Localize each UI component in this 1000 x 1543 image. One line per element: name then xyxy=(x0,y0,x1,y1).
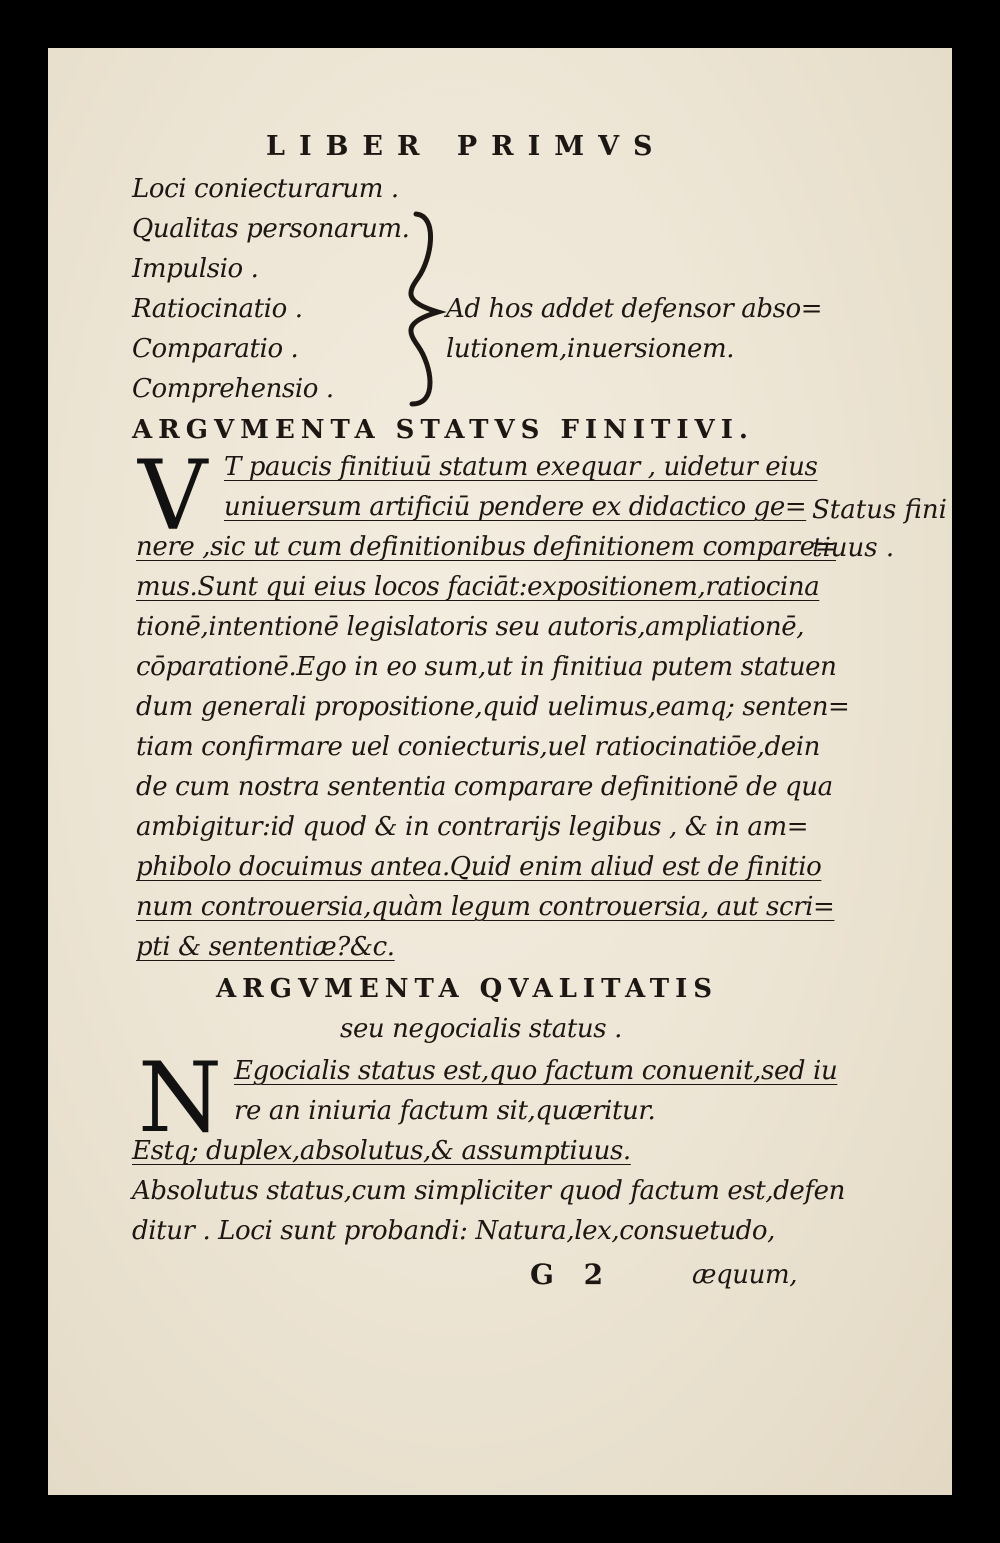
section-heading: ARGVMENTA STATVS FINITIVI. xyxy=(132,415,754,445)
list-item: Loci coniecturarum . xyxy=(132,174,399,204)
margin-note-line: Status fini xyxy=(812,495,947,525)
text-line: Egocialis status est,quo factum conuenit,sed iu xyxy=(234,1056,838,1086)
text-line: Estq; duplex,absolutus,& assumptiuus. xyxy=(132,1136,631,1166)
list-item: Impulsio . xyxy=(132,254,259,284)
margin-note-line: tiuus . xyxy=(812,533,895,563)
text-line: re an iniuria factum sit,quæritur. xyxy=(234,1096,656,1126)
brace-note-line1: Ad hos addet defensor abso= xyxy=(446,294,823,324)
text-line: ambigitur:id quod & in contrarijs legibus , & in am= xyxy=(136,812,809,842)
book-page xyxy=(48,48,952,1495)
text-line: Absolutus status,cum simpliciter quod factum est,defen xyxy=(132,1176,845,1206)
list-item: Qualitas personarum. xyxy=(132,214,410,244)
text-line: nere ,sic ut cum definitionibus definitionem compare= xyxy=(136,532,837,562)
text-line: uniuersum artificiū pendere ex didactico ge= xyxy=(224,492,807,522)
text-line: de cum nostra sententia comparare definitionē de qua xyxy=(136,772,833,802)
text-line: dum generali propositione,quid uelimus,eamq; senten= xyxy=(136,692,850,722)
curly-brace-icon xyxy=(398,208,448,408)
section-subheading: seu negocialis status . xyxy=(340,1014,622,1044)
list-item: Comparatio . xyxy=(132,334,299,364)
brace-note-line2: lutionem,inuersionem. xyxy=(446,334,735,364)
drop-capital: N xyxy=(138,1042,222,1154)
text-line: tiam confirmare uel coniecturis,uel ratiocinatiōe,dein xyxy=(136,732,820,762)
signature-mark: G 2 xyxy=(530,1258,614,1291)
list-item: Comprehensio . xyxy=(132,374,334,404)
drop-capital: V xyxy=(138,440,208,552)
running-head: LIBER PRIMVS xyxy=(266,131,667,162)
list-item: Ratiocinatio . xyxy=(132,294,303,324)
text-line: num controuersia,quàm legum controuersia, aut scri= xyxy=(136,892,835,922)
text-line: tionē,intentionē legislatoris seu autoris,ampliationē, xyxy=(136,612,805,642)
text-line: phibolo docuimus antea.Quid enim aliud est de finitio xyxy=(136,852,822,882)
section-heading: ARGVMENTA QVALITATIS xyxy=(216,974,719,1004)
text-line: mus.Sunt qui eius locos faciāt:expositionem,ratiocina xyxy=(136,572,820,602)
catchword: æquum, xyxy=(692,1260,798,1290)
text-line: cōparationē.Ego in eo sum,ut in finitiua putem statuen xyxy=(136,652,837,682)
text-line: T paucis finitiuū statum exequar , uidetur eius xyxy=(224,452,818,482)
text-line: pti & sententiæ?&c. xyxy=(136,932,395,962)
text-line: ditur . Loci sunt probandi: Natura,lex,consuetudo, xyxy=(132,1216,776,1246)
